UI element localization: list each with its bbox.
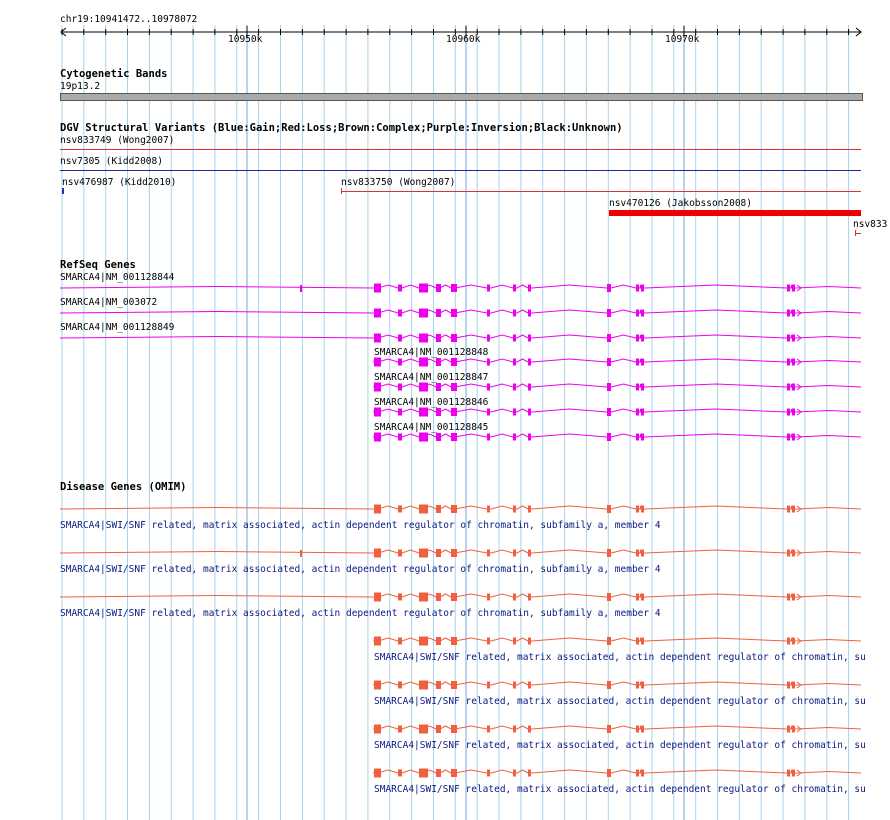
exon-block <box>787 638 790 645</box>
exon-block <box>787 506 790 513</box>
omim-label: SMARCA4|SWI/SNF related, matrix associated, actin dependent regulator of chromatin, subfamily a, member 4 <box>60 520 661 531</box>
exon-block <box>451 637 457 645</box>
intron-line <box>60 506 861 509</box>
transcript-label: SMARCA4|NM_001128846 <box>374 397 489 408</box>
exon-block <box>513 682 516 689</box>
exon-block <box>528 682 531 689</box>
exon-block <box>528 506 531 513</box>
exon-block <box>487 770 490 777</box>
exon-block <box>528 594 531 601</box>
ruler-location: chr19:10941472..10978072 <box>60 14 198 25</box>
cytoband-label: 19p13.2 <box>60 81 101 92</box>
exon-block <box>528 550 531 557</box>
omim-label: SMARCA4|SWI/SNF related, matrix associated, actin dependent regulator of chromatin, subfamily a, member 4 <box>60 564 661 575</box>
exon-block <box>419 549 428 558</box>
exon-block <box>792 506 795 513</box>
exon-block <box>398 550 402 557</box>
exon-block <box>451 681 457 689</box>
exon-block <box>641 594 644 601</box>
exon-block <box>487 726 490 733</box>
exon-block <box>636 682 639 689</box>
exon-block <box>436 769 441 777</box>
ruler-tick-label: 10950k <box>228 34 263 45</box>
exon-block <box>636 550 639 557</box>
exon-block <box>528 726 531 733</box>
track-title: Cytogenetic Bands <box>60 68 168 80</box>
exon-block <box>436 549 441 557</box>
exon-block <box>487 594 490 601</box>
exon-block <box>398 726 402 733</box>
omim-label: SMARCA4|SWI/SNF related, matrix associated, actin dependent regulator of chromatin, subfamily a, member 4 <box>60 608 661 619</box>
exon-block <box>636 594 639 601</box>
omim-gene-glyph <box>60 505 861 514</box>
exon-block <box>451 549 457 557</box>
exon-block <box>419 725 428 734</box>
exon-block <box>513 550 516 557</box>
exon-block <box>513 594 516 601</box>
exon-block <box>374 681 381 690</box>
omim-label: SMARCA4|SWI/SNF related, matrix associated, actin dependent regulator of chromatin, su <box>374 740 866 751</box>
exon-block <box>451 593 457 601</box>
exon-block <box>374 505 381 514</box>
exon-block <box>398 770 402 777</box>
omim-gene-glyph <box>60 593 861 602</box>
omim-gene-glyph <box>374 769 861 778</box>
exon-block <box>636 770 639 777</box>
exon-block <box>607 681 611 689</box>
transcript-label: SMARCA4|NM_001128849 <box>60 322 175 333</box>
track-title: DGV Structural Variants (Blue:Gain;Red:Loss;Brown:Complex;Purple:Inversion;Black:Unknown) <box>60 122 623 134</box>
exon-block <box>419 593 428 602</box>
exon-block <box>513 638 516 645</box>
exon-block <box>513 726 516 733</box>
exon-block <box>300 550 302 557</box>
exon-block <box>487 506 490 513</box>
omim-gene-glyph <box>60 549 861 558</box>
exon-block <box>787 726 790 733</box>
exon-block <box>636 638 639 645</box>
exon-block <box>787 682 790 689</box>
exon-block <box>607 593 611 601</box>
exon-block <box>374 725 381 734</box>
track-title: Disease Genes (OMIM) <box>60 481 187 493</box>
exon-block <box>419 769 428 778</box>
transcript-label: SMARCA4|NM_001128845 <box>374 422 489 433</box>
omim-gene-glyph <box>374 637 861 646</box>
exon-block <box>487 550 490 557</box>
exon-block <box>792 638 795 645</box>
exon-block <box>641 638 644 645</box>
exon-block <box>398 682 402 689</box>
transcript-label: SMARCA4|NM_003072 <box>60 297 158 308</box>
track-title: RefSeq Genes <box>60 259 136 271</box>
exon-block <box>487 638 490 645</box>
omim-label: SMARCA4|SWI/SNF related, matrix associated, actin dependent regulator of chromatin, su <box>374 652 866 663</box>
variant-label: nsv833 <box>853 219 888 230</box>
exon-block <box>641 726 644 733</box>
exon-block <box>513 770 516 777</box>
omim-gene-glyph <box>374 725 861 734</box>
exon-block <box>607 505 611 513</box>
exon-block <box>792 726 795 733</box>
exon-block <box>787 770 790 777</box>
exon-block <box>451 505 457 513</box>
exon-block <box>419 505 428 514</box>
exon-block <box>636 726 639 733</box>
exon-block <box>374 637 381 646</box>
exon-block <box>528 770 531 777</box>
variant-label: nsv476987 (Kidd2010) <box>62 177 177 188</box>
intron-line <box>60 594 861 597</box>
exon-block <box>419 681 428 690</box>
exon-block <box>792 682 795 689</box>
exon-block <box>792 550 795 557</box>
exon-block <box>398 594 402 601</box>
exon-block <box>436 593 441 601</box>
omim-gene-glyph <box>374 681 861 690</box>
variant-label: nsv833749 (Wong2007) <box>60 135 175 146</box>
exon-block <box>607 769 611 777</box>
exon-block <box>398 638 402 645</box>
exon-block <box>436 681 441 689</box>
exon-block <box>641 506 644 513</box>
exon-block <box>487 682 490 689</box>
exon-block <box>641 550 644 557</box>
exon-block <box>641 682 644 689</box>
exon-block <box>641 770 644 777</box>
exon-block <box>787 594 790 601</box>
omim-label: SMARCA4|SWI/SNF related, matrix associated, actin dependent regulator of chromatin, su <box>374 784 866 795</box>
exon-block <box>374 769 381 778</box>
exon-block <box>792 594 795 601</box>
transcript-label: SMARCA4|NM_001128844 <box>60 272 175 283</box>
exon-block <box>451 769 457 777</box>
transcript-label: SMARCA4|NM_001128848 <box>374 347 489 358</box>
exon-block <box>607 549 611 557</box>
exon-block <box>607 637 611 645</box>
exon-block <box>451 725 457 733</box>
exon-block <box>436 725 441 733</box>
exon-block <box>436 505 441 513</box>
exon-block <box>374 593 381 602</box>
exon-block <box>513 506 516 513</box>
transcript-label: SMARCA4|NM_001128847 <box>374 372 489 383</box>
variant-label: nsv7305 (Kidd2008) <box>60 156 163 167</box>
ruler-tick-label: 10970k <box>665 34 700 45</box>
exon-block <box>636 506 639 513</box>
exon-block <box>419 637 428 646</box>
variant-label: nsv470126 (Jakobsson2008) <box>609 198 752 209</box>
exon-block <box>787 550 790 557</box>
exon-block <box>398 506 402 513</box>
exon-block <box>792 770 795 777</box>
exon-block <box>374 549 381 558</box>
exon-block <box>528 638 531 645</box>
ruler-tick-label: 10960k <box>446 34 481 45</box>
intron-line <box>60 550 861 553</box>
omim-label: SMARCA4|SWI/SNF related, matrix associated, actin dependent regulator of chromatin, su <box>374 696 866 707</box>
variant-label: nsv833750 (Wong2007) <box>341 177 456 188</box>
exon-block <box>436 637 441 645</box>
exon-block <box>607 725 611 733</box>
